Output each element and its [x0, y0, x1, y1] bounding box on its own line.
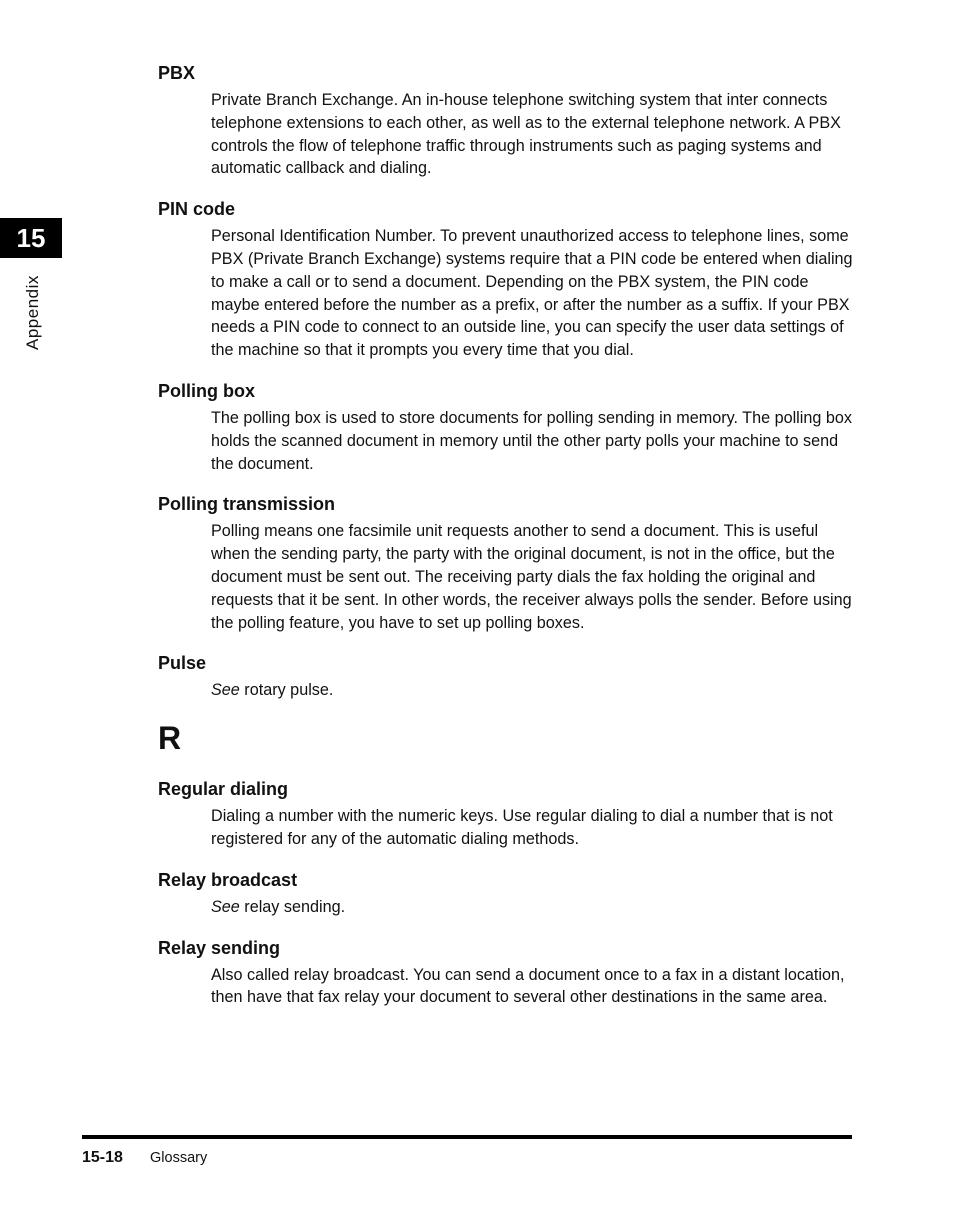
glossary-entry-polling-transmission: [158, 493, 858, 634]
glossary-entry-regular-dialing: [158, 778, 858, 851]
entry-definition: Dialing a number with the numeric keys. Use regular dialing to dial a number that is not registered for any of the automatic dialing methods.: [211, 807, 833, 848]
entry-definition: The polling box is used to store documents for polling sending in memory. The polling box holds the scanned document in memory until the other party polls your machine to send the document.: [211, 408, 852, 473]
entry-term: Polling box: [158, 380, 255, 401]
glossary-entry-polling-box: [158, 380, 858, 475]
entry-definition: Private Branch Exchange. An in-house telephone switching system that inter connects telephone extensions to each other, as well as to the external telephone network. A PBX controls the flow of telephone traffic through instruments such as paging systems and automatic callback and dialing.: [211, 91, 841, 178]
entry-term: PIN code: [158, 199, 236, 220]
entry-term: Polling transmission: [158, 494, 336, 515]
glossary-entry-pulse: [158, 652, 858, 702]
entry-definition: [211, 679, 856, 702]
entry-definition: [211, 896, 856, 919]
glossary-entry-pin-code: [158, 198, 858, 362]
section-letter-heading: R: [158, 720, 182, 757]
glossary-entry-relay-broadcast: [158, 869, 858, 919]
glossary-entry-relay-sending: [158, 937, 858, 1010]
see-reference-word: See: [211, 897, 240, 916]
entry-term: Relay broadcast: [158, 869, 298, 890]
glossary-entry-pbx: [158, 62, 858, 180]
see-reference-target: rotary pulse.: [239, 681, 334, 700]
chapter-label-text: Appendix: [23, 275, 42, 350]
see-reference-word: See: [211, 681, 240, 700]
entry-definition: Personal Identification Number. To prevent unauthorized access to telephone lines, some PBX (Private Branch Exchange) systems require that a PIN code be entered when dialing to make a call or to send a document. Depending on the PBX system, the PIN code maybe entered before the number as a prefix, or after the number as a suffix. If your PBX needs a PIN code to connect to an outside line, you can specify the user data settings of the machine so that it prompts you every time that you dial.: [211, 227, 853, 360]
entry-term: Pulse: [158, 653, 207, 674]
chapter-side-label: [23, 268, 53, 358]
see-reference-target: relay sending.: [239, 897, 346, 916]
entry-term: Relay sending: [158, 937, 281, 958]
footer-section-title: Glossary: [150, 1150, 208, 1166]
entry-term: Regular dialing: [158, 779, 289, 800]
entry-definition: Also called relay broadcast. You can send a document once to a fax in a distant location, then have that fax relay your document to several other destinations in the same area.: [211, 965, 845, 1007]
entry-term: PBX: [158, 63, 196, 83]
chapter-number-tab: 15: [0, 218, 62, 258]
footer-page-number: 15-18: [82, 1149, 123, 1166]
entry-definition: Polling means one facsimile unit requests another to send a document. This is useful when the sending party, the party with the original document, is not in the office, but the document must be sent out. The receiving party dials the fax holding the original and requests that it be sent. In other words, the receiver always polls the sender. Before using the polling feature, you have to set up polling boxes.: [211, 522, 852, 632]
glossary-content: [158, 62, 858, 1027]
footer-divider: [82, 1135, 852, 1139]
